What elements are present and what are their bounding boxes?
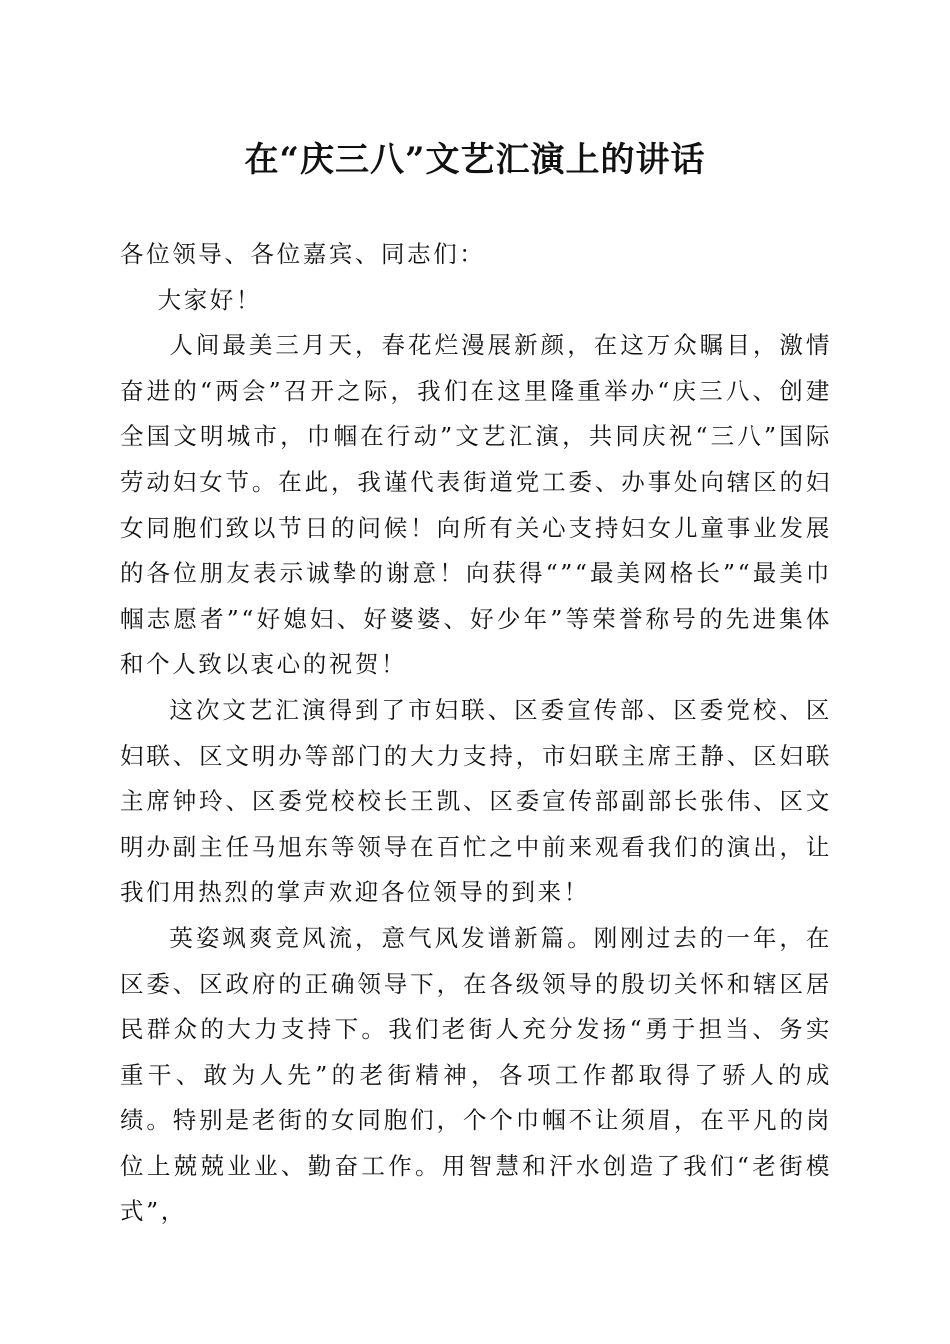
salutation: 各位领导、各位嘉宾、同志们： bbox=[120, 240, 486, 268]
paragraph-1: 人间最美三月天，春花烂漫展新颜，在这万众瞩目，激情奋进的“两会”召开之际，我们在这里隆重举办“庆三八、创建全国文明城市，巾帼在行动”文艺汇演，共同庆祝“三八”国际劳动妇女节。在此，我谨代表街道党工委、办事处向辖区的妇女同胞们致以节日的问候！向所有关心支持妇女儿童事业发展的各位朋友表示诚挚的谢意！向获得“”“最美网格长”“最美巾帼志愿者”“好媳妇、好婆婆、好少年”等荣誉称号的先进集体和个人致以衷心的祝贺！ bbox=[120, 331, 832, 679]
paragraph-2: 这次文艺汇演得到了市妇联、区委宣传部、区委党校、区妇联、区文明办等部门的大力支持，市妇联主席王静、区妇联主席钟玲、区委党校校长王凯、区委宣传部副部长张伟、区文明办副主任马旭东等领导在百忙之中前来观看我们的演出，让我们用热烈的掌声欢迎各位领导的到来！ bbox=[120, 695, 832, 907]
document-body bbox=[120, 232, 832, 1235]
greeting: 大家好！ bbox=[157, 285, 262, 314]
document-title: 在“庆三八”文艺汇演上的讲话 bbox=[244, 140, 706, 180]
paragraph-3: 英姿飒爽竞风流，意气风发谱新篇。刚刚过去的一年，在区委、区政府的正确领导下，在各级领导的殷切关怀和辖区居民群众的大力支持下。我们老街人充分发扬“勇于担当、务实重干、敢为人先”的老街精神，各项工作都取得了骄人的成绩。特别是老街的女同胞们，个个巾帼不让须眉，在平凡的岗位上兢兢业业、勤奋工作。用智慧和汗水创造了我们“老街模式”， bbox=[120, 923, 832, 1226]
